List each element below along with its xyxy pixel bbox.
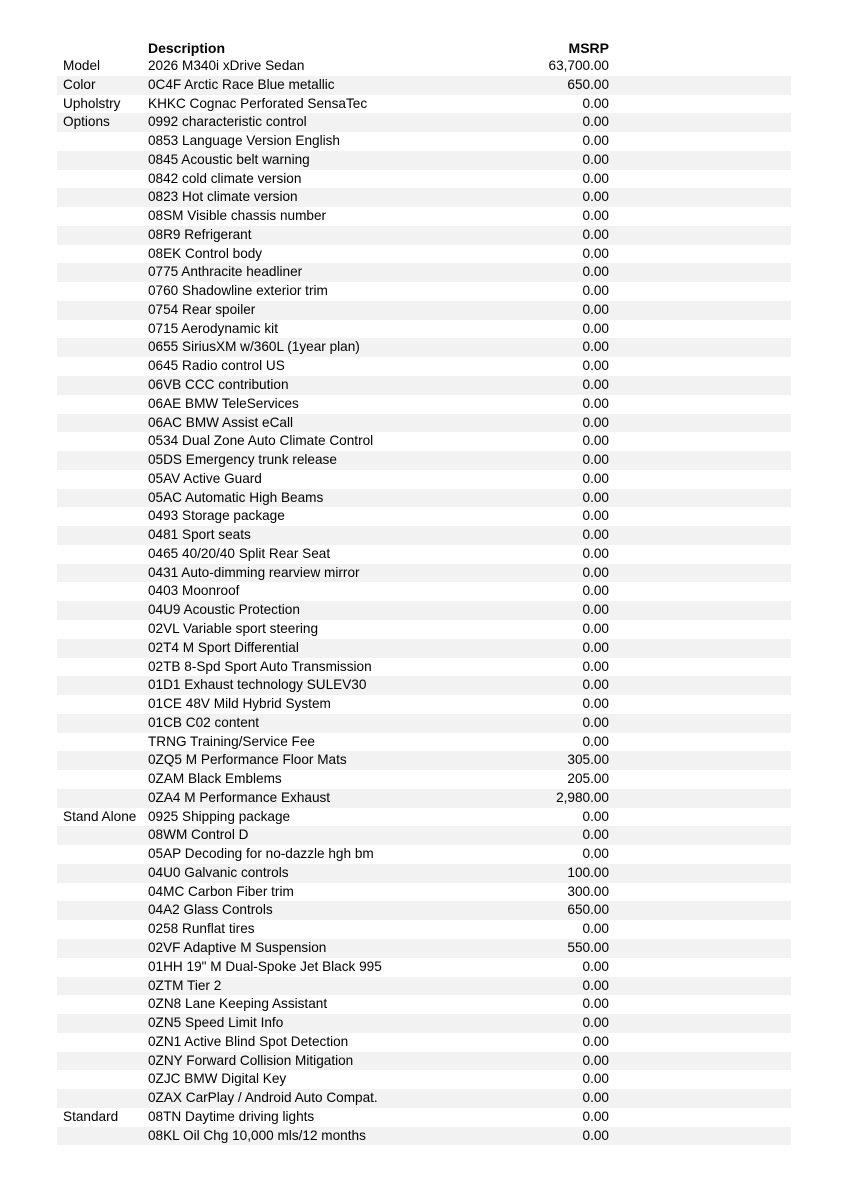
row-msrp: 305.00 — [567, 752, 609, 768]
table-row — [57, 733, 791, 752]
row-msrp: 0.00 — [582, 264, 609, 280]
row-description: 0481 Sport seats — [148, 527, 251, 543]
table-row — [57, 320, 791, 339]
table-row — [57, 751, 791, 770]
row-msrp: 0.00 — [582, 996, 609, 1012]
row-description: 0C4F Arctic Race Blue metallic — [148, 76, 335, 92]
row-description: 05AP Decoding for no-dazzle hgh bm — [148, 846, 374, 862]
row-description: 0534 Dual Zone Auto Climate Control — [148, 433, 374, 449]
row-msrp: 0.00 — [582, 1127, 609, 1143]
row-description: 08WM Control D — [148, 827, 249, 843]
row-description: 0465 40/20/40 Split Rear Seat — [148, 545, 331, 561]
table-row — [57, 1108, 791, 1127]
table-row — [57, 57, 791, 76]
row-msrp: 0.00 — [582, 658, 609, 674]
row-msrp: 0.00 — [582, 1090, 609, 1106]
table-header — [57, 37, 791, 57]
row-msrp: 0.00 — [582, 301, 609, 317]
row-description: 0845 Acoustic belt warning — [148, 151, 310, 167]
row-description: 0258 Runflat tires — [148, 921, 255, 937]
row-description: 0775 Anthracite headliner — [148, 264, 303, 280]
row-description: 0992 characteristic control — [148, 114, 307, 130]
row-msrp: 0.00 — [582, 189, 609, 205]
table-row — [57, 76, 791, 95]
row-msrp: 0.00 — [582, 95, 609, 111]
row-description: 0655 SiriusXM w/360L (1year plan) — [148, 339, 360, 355]
row-description: 06AE BMW TeleServices — [148, 395, 299, 411]
row-category: Color — [63, 76, 96, 92]
row-description: 04U0 Galvanic controls — [148, 864, 289, 880]
row-msrp: 0.00 — [582, 114, 609, 130]
table-row — [57, 695, 791, 714]
row-msrp: 0.00 — [582, 958, 609, 974]
row-msrp: 0.00 — [582, 470, 609, 486]
row-description: 04MC Carbon Fiber trim — [148, 883, 294, 899]
row-msrp: 0.00 — [582, 170, 609, 186]
row-description: 08TN Daytime driving lights — [148, 1108, 315, 1124]
row-msrp: 0.00 — [582, 714, 609, 730]
table-row — [57, 1089, 791, 1108]
row-msrp: 0.00 — [582, 1033, 609, 1049]
row-msrp: 0.00 — [582, 377, 609, 393]
row-msrp: 0.00 — [582, 508, 609, 524]
row-description: 0ZN1 Active Blind Spot Detection — [148, 1033, 349, 1049]
row-category: Standard — [63, 1108, 119, 1124]
row-description: 0ZN5 Speed Limit Info — [148, 1015, 284, 1031]
table-row — [57, 414, 791, 433]
table-row — [57, 789, 791, 808]
table-row — [57, 601, 791, 620]
table-row — [57, 1127, 791, 1146]
table-row — [57, 620, 791, 639]
row-description: 2026 M340i xDrive Sedan — [148, 58, 305, 73]
table-row — [57, 770, 791, 789]
row-description: 0ZAX CarPlay / Android Auto Compat. — [148, 1090, 378, 1106]
row-msrp: 0.00 — [582, 808, 609, 824]
table-row — [57, 451, 791, 470]
table-body — [57, 57, 791, 1145]
row-msrp: 0.00 — [582, 245, 609, 261]
row-msrp: 0.00 — [582, 846, 609, 862]
row-msrp: 0.00 — [582, 696, 609, 712]
row-msrp: 0.00 — [582, 1015, 609, 1031]
row-description: 0842 cold climate version — [148, 170, 302, 186]
row-description: 02TB 8-Spd Sport Auto Transmission — [148, 658, 372, 674]
table-row — [57, 226, 791, 245]
header-msrp: MSRP — [568, 40, 609, 56]
table-row — [57, 113, 791, 132]
table-row — [57, 864, 791, 883]
row-description: 0760 Shadowline exterior trim — [148, 283, 328, 299]
row-msrp: 0.00 — [582, 733, 609, 749]
row-description: 08EK Control body — [148, 245, 263, 261]
row-description: 05AC Automatic High Beams — [148, 489, 324, 505]
table-row — [57, 151, 791, 170]
row-description: KHKC Cognac Perforated SensaTec — [148, 95, 368, 111]
row-msrp: 0.00 — [582, 527, 609, 543]
table-row — [57, 1052, 791, 1071]
row-description: 0431 Auto-dimming rearview mirror — [148, 564, 360, 580]
row-msrp: 0.00 — [582, 583, 609, 599]
row-description: 0ZN8 Lane Keeping Assistant — [148, 996, 328, 1012]
table-row — [57, 901, 791, 920]
row-msrp: 205.00 — [567, 771, 609, 787]
row-msrp: 0.00 — [582, 433, 609, 449]
table-row — [57, 639, 791, 658]
table-row — [57, 489, 791, 508]
row-msrp: 0.00 — [582, 489, 609, 505]
row-category: Options — [63, 114, 110, 130]
table-row — [57, 995, 791, 1014]
table-row — [57, 526, 791, 545]
table-row — [57, 676, 791, 695]
table-row — [57, 170, 791, 189]
row-msrp: 0.00 — [582, 133, 609, 149]
row-description: TRNG Training/Service Fee — [148, 733, 315, 749]
row-description: 06VB CCC contribution — [148, 377, 289, 393]
row-description: 02T4 M Sport Differential — [148, 639, 299, 655]
row-description: 0403 Moonroof — [148, 583, 240, 599]
row-msrp: 300.00 — [567, 883, 609, 899]
row-msrp: 650.00 — [567, 902, 609, 918]
row-description: 0645 Radio control US — [148, 358, 285, 374]
row-msrp: 63,700.00 — [548, 58, 609, 73]
row-msrp: 0.00 — [582, 1071, 609, 1087]
header-description: Description — [148, 40, 226, 56]
row-description: 0715 Aerodynamic kit — [148, 320, 278, 336]
row-msrp: 0.00 — [582, 1052, 609, 1068]
row-description: 01D1 Exhaust technology SULEV30 — [148, 677, 367, 693]
row-description: 06AC BMW Assist eCall — [148, 414, 294, 430]
row-description: 08SM Visible chassis number — [148, 208, 327, 224]
row-msrp: 0.00 — [582, 977, 609, 993]
table-row — [57, 357, 791, 376]
table-row — [57, 977, 791, 996]
row-description: 0925 Shipping package — [148, 808, 291, 824]
row-description: 0ZA4 M Performance Exhaust — [148, 789, 331, 805]
table-row — [57, 132, 791, 151]
row-msrp: 0.00 — [582, 358, 609, 374]
table-row — [57, 301, 791, 320]
table-row — [57, 282, 791, 301]
row-category: Stand Alone — [63, 808, 137, 824]
table-row — [57, 95, 791, 114]
row-description: 08R9 Refrigerant — [148, 226, 252, 242]
row-msrp: 650.00 — [567, 76, 609, 92]
table-row — [57, 545, 791, 564]
row-description: 02VF Adaptive M Suspension — [148, 939, 327, 955]
row-description: 01CB C02 content — [148, 714, 260, 730]
table-row — [57, 1014, 791, 1033]
row-msrp: 0.00 — [582, 827, 609, 843]
row-description: 0493 Storage package — [148, 508, 285, 524]
row-description: 08KL Oil Chg 10,000 mls/12 months — [148, 1127, 366, 1143]
row-msrp: 0.00 — [582, 226, 609, 242]
row-msrp: 0.00 — [582, 414, 609, 430]
row-description: 01CE 48V Mild Hybrid System — [148, 696, 331, 712]
table-row — [57, 207, 791, 226]
row-description: 05DS Emergency trunk release — [148, 452, 337, 468]
row-description: 02VL Variable sport steering — [148, 620, 319, 636]
row-msrp: 0.00 — [582, 620, 609, 636]
row-msrp: 0.00 — [582, 320, 609, 336]
row-msrp: 0.00 — [582, 395, 609, 411]
row-description: 0ZAM Black Emblems — [148, 771, 282, 787]
table-row — [57, 826, 791, 845]
table-row — [57, 188, 791, 207]
row-description: 0ZQ5 M Performance Floor Mats — [148, 752, 347, 768]
row-msrp: 2,980.00 — [556, 789, 609, 805]
row-description: 01HH 19" M Dual-Spoke Jet Black 995 — [148, 958, 382, 974]
row-description: 0823 Hot climate version — [148, 189, 298, 205]
row-description: 0853 Language Version English — [148, 133, 340, 149]
table-row — [57, 245, 791, 264]
table-row — [57, 920, 791, 939]
table-row — [57, 470, 791, 489]
row-msrp: 0.00 — [582, 639, 609, 655]
row-msrp: 0.00 — [582, 208, 609, 224]
row-msrp: 0.00 — [582, 564, 609, 580]
row-description: 05AV Active Guard — [148, 470, 262, 486]
row-description: 0ZNY Forward Collision Mitigation — [148, 1052, 354, 1068]
row-description: 0ZTM Tier 2 — [148, 977, 222, 993]
table-row — [57, 1070, 791, 1089]
table-row — [57, 564, 791, 583]
row-description: 0ZJC BMW Digital Key — [148, 1071, 287, 1087]
row-msrp: 0.00 — [582, 677, 609, 693]
table-row — [57, 714, 791, 733]
table-row — [57, 958, 791, 977]
row-msrp: 0.00 — [582, 151, 609, 167]
table-row — [57, 582, 791, 601]
table-row — [57, 432, 791, 451]
row-description: 0754 Rear spoiler — [148, 301, 256, 317]
row-msrp: 0.00 — [582, 545, 609, 561]
table-row — [57, 395, 791, 414]
row-msrp: 100.00 — [567, 864, 609, 880]
row-msrp: 0.00 — [582, 602, 609, 618]
table-row — [57, 939, 791, 958]
row-msrp: 0.00 — [582, 452, 609, 468]
table-row — [57, 845, 791, 864]
row-msrp: 550.00 — [567, 939, 609, 955]
table-row — [57, 376, 791, 395]
row-description: 04U9 Acoustic Protection — [148, 602, 300, 618]
row-description: 04A2 Glass Controls — [148, 902, 273, 918]
table-row — [57, 338, 791, 357]
table-row — [57, 808, 791, 827]
table-row — [57, 263, 791, 282]
row-msrp: 0.00 — [582, 339, 609, 355]
table-row — [57, 1033, 791, 1052]
row-msrp: 0.00 — [582, 921, 609, 937]
table-row — [57, 507, 791, 526]
price-sheet — [57, 37, 791, 1145]
row-msrp: 0.00 — [582, 1108, 609, 1124]
row-category: Model — [63, 58, 101, 73]
row-category: Upholstry — [63, 95, 121, 111]
row-msrp: 0.00 — [582, 283, 609, 299]
table-row — [57, 883, 791, 902]
table-row — [57, 658, 791, 677]
